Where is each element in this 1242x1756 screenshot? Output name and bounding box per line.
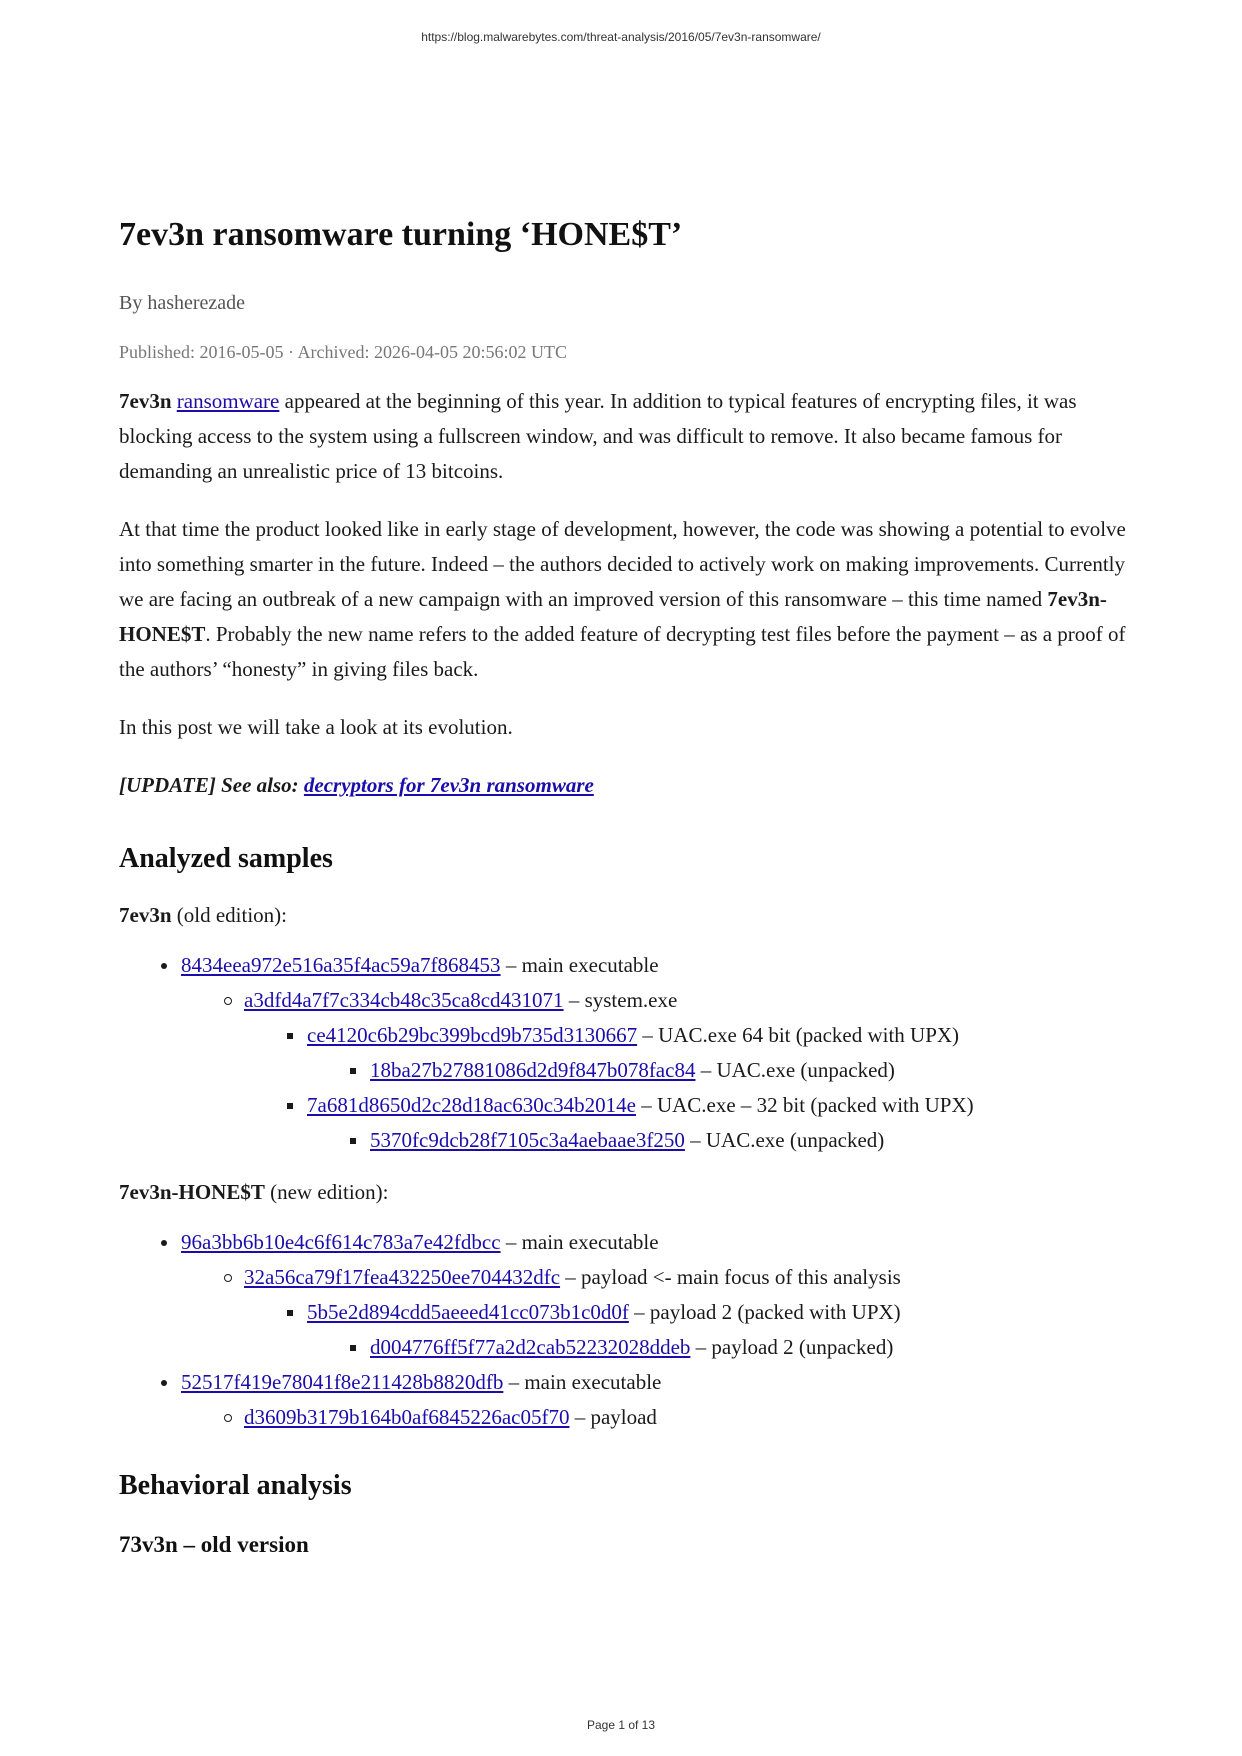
sample-hash-link[interactable]: d004776ff5f77a2d2cab52232028ddeb xyxy=(370,1335,691,1359)
list-bullet xyxy=(224,1414,232,1422)
old-edition-text: (old edition): xyxy=(171,903,287,927)
list-bullet xyxy=(350,1345,356,1351)
history-paragraph xyxy=(119,512,1129,687)
publish-meta: Published: 2016-05-05 · Archived: 2026-04-05 20:56:02 UTC xyxy=(119,342,567,362)
ransomware-link[interactable]: ransomware xyxy=(176,389,280,413)
update-paragraph xyxy=(119,768,1129,803)
update-prefix: [UPDATE] See also: xyxy=(119,773,304,797)
sample-list-item xyxy=(119,1225,1129,1260)
heading-behavioral-analysis: Behavioral analysis xyxy=(119,1470,352,1501)
list-bullet xyxy=(161,963,167,969)
new-edition-text: (new edition): xyxy=(264,1180,389,1204)
old-edition-bold: 7ev3n xyxy=(119,903,172,927)
sample-list-item xyxy=(119,1018,1129,1053)
sample-description: – payload xyxy=(569,1405,657,1429)
old-edition-label xyxy=(119,898,1129,933)
sample-description: – main executable xyxy=(500,953,659,977)
sample-hash-link[interactable]: 18ba27b27881086d2d9f847b078fac84 xyxy=(370,1058,696,1082)
history-bold: 7ev3n-HONE$T xyxy=(119,587,1107,646)
list-bullet xyxy=(350,1138,356,1144)
sample-description: – UAC.exe 64 bit (packed with UPX) xyxy=(637,1023,960,1047)
sample-list-item xyxy=(119,1295,1129,1330)
intro-paragraph xyxy=(119,384,1129,489)
history-text-b: . Probably the new name refers to the added feature of decrypting test files before the payment – as a proof of the authors’ “honesty” in giving files back. xyxy=(119,622,1126,681)
sample-description: – UAC.exe – 32 bit (packed with UPX) xyxy=(635,1093,974,1117)
sample-list-item xyxy=(119,1053,1129,1088)
sample-description: – payload 2 (unpacked) xyxy=(690,1335,894,1359)
list-bullet xyxy=(224,997,232,1005)
list-bullet xyxy=(287,1033,293,1039)
old-samples-list xyxy=(119,948,1129,1158)
sample-list-item xyxy=(119,1088,1129,1123)
new-edition-bold: 7ev3n-HONE$T xyxy=(119,1180,265,1204)
heading-old-version: 73v3n – old version xyxy=(119,1532,309,1557)
sample-hash-link[interactable]: d3609b3179b164b0af6845226ac05f70 xyxy=(244,1405,570,1429)
history-text-a: At that time the product looked like in early stage of development, however, the code was showing a potential to evolve into something smarter in the future. Indeed – the authors decided to actively work on making improvements. Currently we are facing an outbreak of a new campaign with an improved version of this ransomware – this time named xyxy=(119,517,1126,611)
list-bullet xyxy=(161,1380,167,1386)
byline: By hasherezade xyxy=(119,292,246,314)
evolution-paragraph: In this post we will take a look at its evolution. xyxy=(119,715,513,739)
sample-list-item xyxy=(119,1260,1129,1295)
article-title: 7ev3n ransomware turning ‘HONE$T’ xyxy=(119,216,683,253)
sample-list-item xyxy=(119,1400,1129,1435)
sample-list-item xyxy=(119,983,1129,1018)
sample-hash-link[interactable]: 8434eea972e516a35f4ac59a7f868453 xyxy=(181,953,501,977)
heading-analyzed-samples: Analyzed samples xyxy=(119,843,333,874)
sample-hash-link[interactable]: 7a681d8650d2c28d18ac630c34b2014e xyxy=(307,1093,636,1117)
list-bullet xyxy=(224,1274,232,1282)
sample-description: – main executable xyxy=(503,1370,662,1394)
sample-list-item xyxy=(119,1123,1129,1158)
sample-hash-link[interactable]: ce4120c6b29bc399bcd9b735d3130667 xyxy=(307,1023,638,1047)
intro-bold: 7ev3n xyxy=(119,389,172,413)
sample-list-item xyxy=(119,1330,1129,1365)
list-bullet xyxy=(350,1068,356,1074)
list-bullet xyxy=(161,1240,167,1246)
sample-list-item xyxy=(119,1365,1129,1400)
list-bullet xyxy=(287,1103,293,1109)
sample-description: – payload 2 (packed with UPX) xyxy=(628,1300,901,1324)
new-edition-label xyxy=(119,1175,1129,1210)
sample-hash-link[interactable]: 96a3bb6b10e4c6f614c783a7e42fdbcc xyxy=(181,1230,501,1254)
sample-hash-link[interactable]: 52517f419e78041f8e211428b8820dfb xyxy=(181,1370,504,1394)
page-number: Page 1 of 13 xyxy=(586,1718,656,1732)
new-samples-list xyxy=(119,1225,1129,1435)
sample-description: – UAC.exe (unpacked) xyxy=(695,1058,895,1082)
sample-list-item xyxy=(119,948,1129,983)
sample-description: – main executable xyxy=(500,1230,659,1254)
sample-description: – system.exe xyxy=(563,988,678,1012)
sample-description: – UAC.exe (unpacked) xyxy=(684,1128,885,1152)
article xyxy=(119,212,1129,1562)
page-url-header: https://blog.malwarebytes.com/threat-analysis/2016/05/7ev3n-ransomware/ xyxy=(421,30,821,44)
sample-hash-link[interactable]: 5370fc9dcb28f7105c3a4aebaae3f250 xyxy=(370,1128,685,1152)
sample-hash-link[interactable]: 5b5e2d894cdd5aeeed41cc073b1c0d0f xyxy=(307,1300,629,1324)
intro-text: appeared at the beginning of this year. In addition to typical features of encrypting files, it was blocking access to the system using a fullscreen window, and was difficult to remove. It also became famous for demanding an unrealistic price of 13 bitcoins. xyxy=(119,389,1077,483)
list-bullet xyxy=(287,1310,293,1316)
sample-description: – payload <- main focus of this analysis xyxy=(560,1265,901,1289)
decryptors-link[interactable]: decryptors for 7ev3n ransomware xyxy=(303,773,594,797)
sample-hash-link[interactable]: 32a56ca79f17fea432250ee704432dfc xyxy=(244,1265,561,1289)
sample-hash-link[interactable]: a3dfd4a7f7c334cb48c35ca8cd431071 xyxy=(244,988,564,1012)
